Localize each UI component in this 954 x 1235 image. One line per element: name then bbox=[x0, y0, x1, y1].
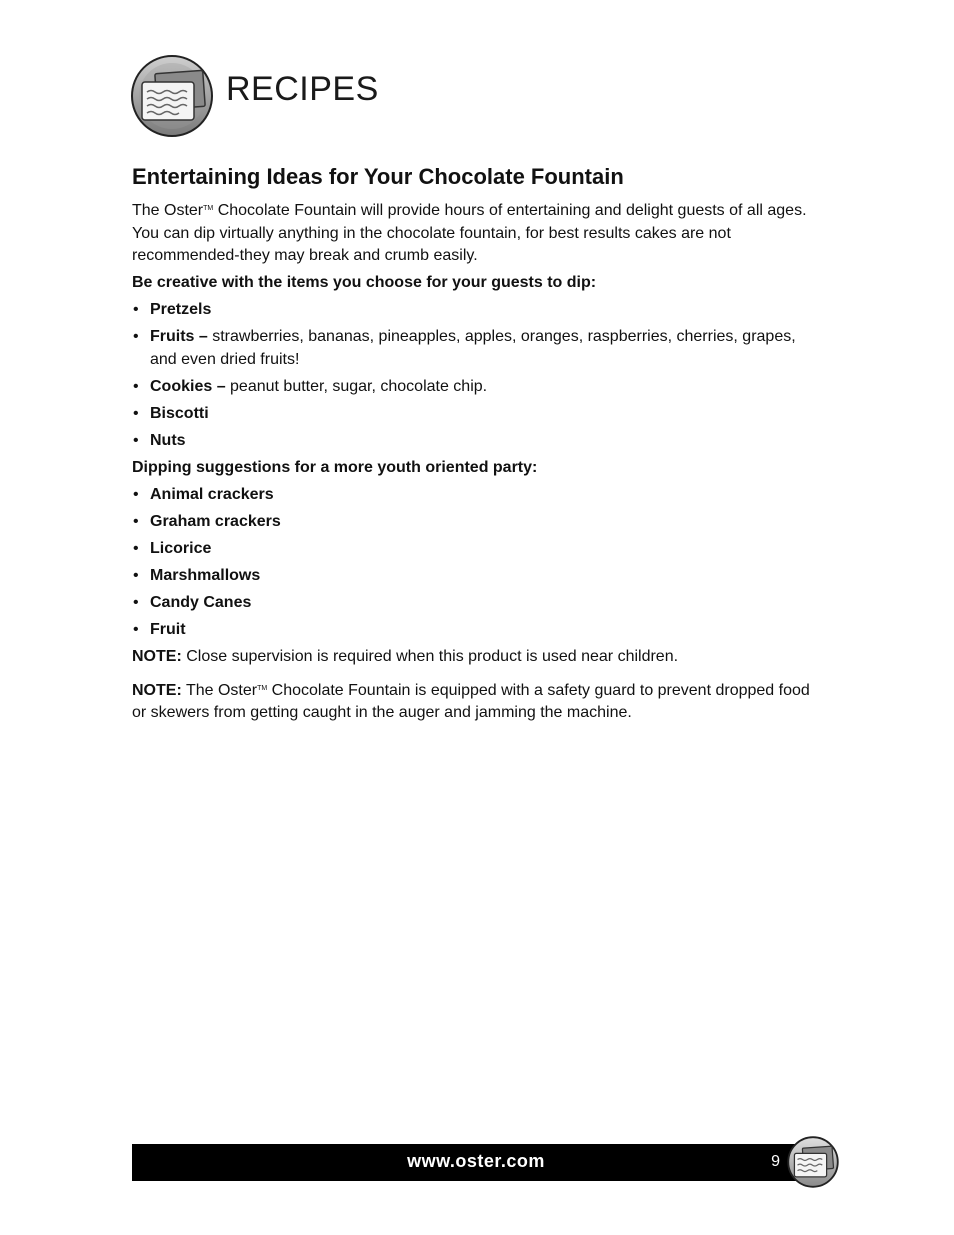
list-item bbox=[132, 403, 822, 426]
list-item bbox=[132, 511, 822, 534]
item-term: Fruits – bbox=[150, 328, 213, 345]
bullet: • bbox=[133, 621, 139, 638]
website-link[interactable]: www.oster.com bbox=[407, 1151, 545, 1171]
recipe-cards-icon bbox=[787, 1136, 839, 1188]
list-item bbox=[132, 430, 822, 453]
page-title: RECIPES bbox=[226, 70, 379, 108]
note-text-end: Chocolate Fountain is equipped with a safety guard to prevent dropped food or skewers from getting caught in the auger and jamming the machine. bbox=[132, 681, 810, 721]
item-term: Marshmallows bbox=[150, 567, 261, 584]
item-term: Pretzels bbox=[150, 301, 212, 318]
recipe-cards-icon bbox=[130, 54, 214, 138]
bullet: • bbox=[133, 540, 139, 557]
bullet: • bbox=[133, 594, 139, 611]
bullet: • bbox=[133, 301, 139, 318]
item-detail: strawberries, bananas, pineapples, apples, oranges, raspberries, cherries, grapes, and even dried fruits! bbox=[150, 328, 796, 368]
trademark-symbol: TM bbox=[257, 684, 268, 692]
page-number: 9 bbox=[771, 1153, 780, 1170]
item-term: Candy Canes bbox=[150, 594, 252, 611]
list-item bbox=[132, 538, 822, 561]
list-item bbox=[132, 376, 822, 399]
list-item bbox=[132, 565, 822, 588]
item-term: Cookies – bbox=[150, 377, 231, 395]
list-item bbox=[132, 299, 822, 322]
note-text-start: The Oster bbox=[181, 681, 258, 699]
section-heading: Entertaining Ideas for Your Chocolate Fountain bbox=[132, 164, 624, 189]
item-term: Graham crackers bbox=[150, 513, 281, 530]
item-term: Nuts bbox=[150, 431, 186, 449]
dip-items-list bbox=[132, 299, 822, 452]
list-item bbox=[132, 619, 822, 642]
lead-in-dip-items: Be creative with the items you choose for your guests to dip: bbox=[132, 273, 597, 291]
intro-paragraph bbox=[132, 198, 822, 268]
bullet: • bbox=[133, 513, 139, 530]
note-label: NOTE: bbox=[132, 681, 182, 699]
note-safety-guard bbox=[132, 678, 822, 725]
item-term: Biscotti bbox=[150, 404, 209, 422]
item-term: Animal crackers bbox=[150, 486, 274, 503]
list-item bbox=[132, 484, 822, 507]
list-item bbox=[132, 326, 822, 371]
bullet: • bbox=[133, 567, 139, 584]
note-label: NOTE: bbox=[132, 648, 182, 665]
bullet: • bbox=[133, 328, 139, 345]
item-term: Licorice bbox=[150, 540, 212, 557]
recipe-section bbox=[132, 164, 822, 725]
trademark-symbol: TM bbox=[203, 205, 214, 212]
lead-in-youth-party: Dipping suggestions for a more youth oriented party: bbox=[132, 458, 538, 476]
list-item bbox=[132, 592, 822, 615]
bullet: • bbox=[133, 486, 139, 503]
bullet: • bbox=[133, 377, 139, 395]
note-supervision bbox=[132, 646, 822, 669]
note-text: Close supervision is required when this product is used near children. bbox=[181, 648, 679, 665]
bullet: • bbox=[133, 404, 139, 422]
footer-bar bbox=[132, 1144, 820, 1181]
item-detail: peanut butter, sugar, chocolate chip. bbox=[230, 377, 488, 395]
item-term: Fruit bbox=[150, 621, 186, 638]
intro-text-end: Chocolate Fountain will provide hours of entertaining and delight guests of all ages. You can dip virtually anything in the chocolate fountain, for best results cakes are not recommended-they may break and crumb easily. bbox=[132, 202, 807, 264]
intro-text-start: The Oster bbox=[132, 202, 204, 219]
youth-items-list bbox=[132, 484, 822, 642]
bullet: • bbox=[133, 431, 139, 449]
